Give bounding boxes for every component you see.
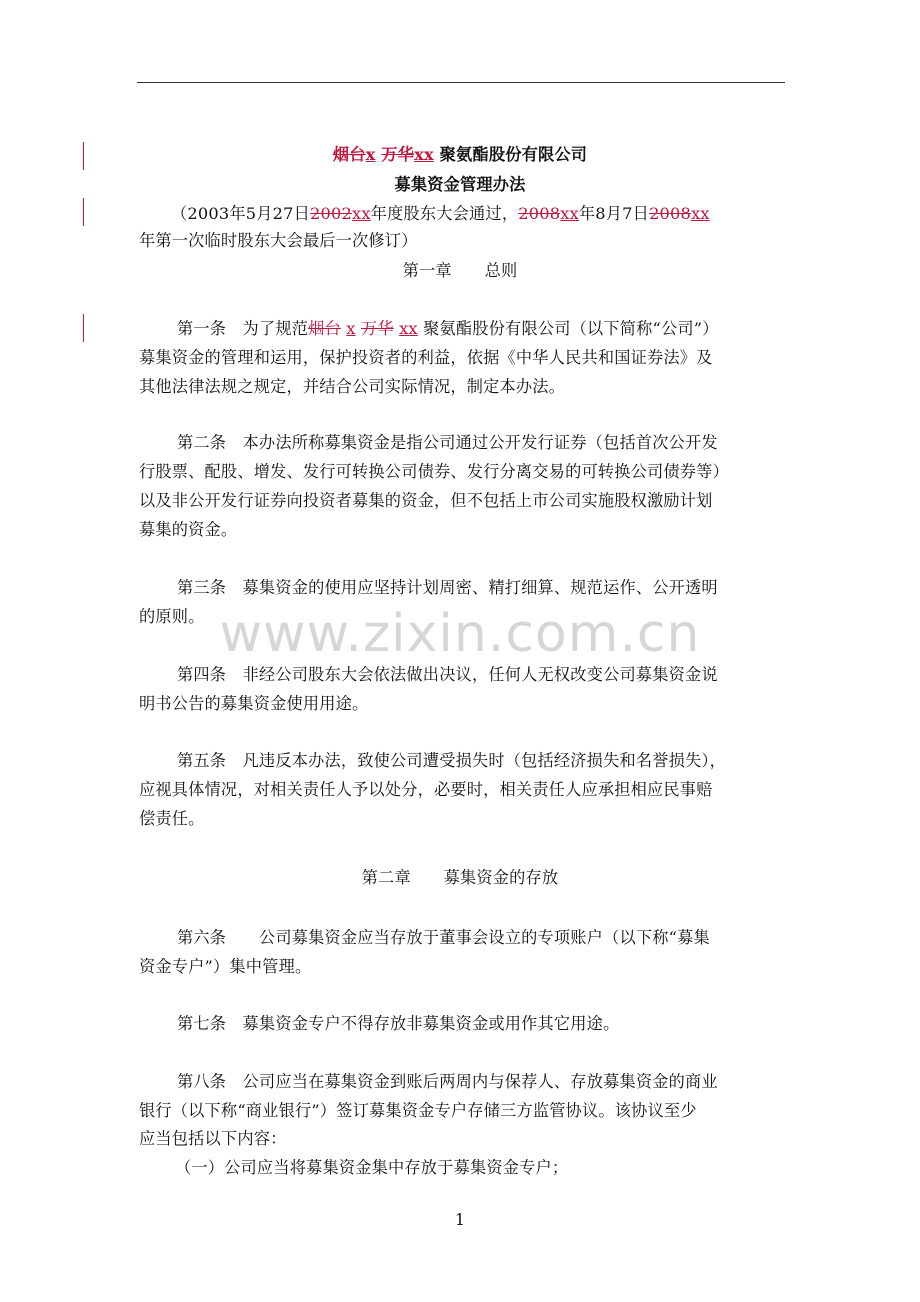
watermark: www.zixin.com.cn [219, 604, 701, 664]
inserted-text: xx [352, 204, 371, 223]
chapter-2-heading: 第二章 募集资金的存放 [361, 868, 559, 887]
deleted-text: 烟台 [332, 145, 366, 164]
article-2-line-3: 以及非公开发行证券向投资者募集的资金，但不包括上市公司实施股权激励计划 [139, 491, 713, 510]
article-8-line-2: 银行（以下称“商业银行”）签订募集资金专户存储三方监管协议。该协议至少 [139, 1101, 697, 1120]
header-rule [137, 82, 785, 83]
inserted-text: xx [414, 145, 434, 164]
revision-text: 年度股东大会通过， [370, 204, 519, 223]
article-1-line-3: 其他法律法规之规定，并结合公司实际情况，制定本办法。 [139, 377, 566, 396]
chapter-1-heading: 第一章 总则 [402, 261, 518, 280]
article-text: 聚氨酯股份有限公司（以下简称“公司”） [423, 319, 719, 338]
change-bar-article-1 [83, 314, 84, 342]
article-4-line-2: 明书公告的募集资金使用用途。 [139, 694, 369, 713]
article-2-line-4: 募集的资金。 [139, 520, 238, 539]
article-5-line-2: 应视具体情况，对相关责任人予以处分，必要时，相关责任人应承担相应民事赔 [139, 780, 713, 799]
change-bar-revision [83, 198, 84, 226]
deleted-text: 2002 [310, 204, 353, 223]
revision-text: 年8月7日 [578, 204, 650, 223]
deleted-text: 烟台 [308, 319, 341, 338]
inserted-text: xx [560, 204, 579, 223]
company-name: 聚氨酯股份有限公司 [439, 145, 588, 164]
inserted-text: x [346, 319, 356, 338]
article-1-line-1 [177, 317, 719, 341]
article-text: 第一条 为了规范 [177, 319, 309, 338]
article-6-line-2: 资金专户”）集中管理。 [139, 957, 312, 976]
page-number: 1 [454, 1210, 466, 1229]
inserted-text: xx [399, 319, 418, 338]
revision-note-line-2: 年第一次临时股东大会最后一次修订） [139, 231, 418, 250]
article-7-line-1: 第七条 募集资金专户不得存放非募集资金或用作其它用途。 [177, 1014, 620, 1033]
article-1-line-2: 募集资金的管理和运用，保护投资者的利益，依据《中华人民共和国证券法》及 [139, 348, 713, 367]
article-5-line-1: 第五条 凡违反本办法，致使公司遭受损失时（包括经济损失和名誉损失）， [177, 751, 727, 770]
article-2-line-2: 行股票、配股、增发、发行可转换公司债券、发行分离交易的可转换公司债券等） [139, 462, 729, 481]
article-8-item-1: （一）公司应当将募集资金集中存放于募集资金专户； [175, 1158, 569, 1177]
inserted-text: xx [691, 204, 710, 223]
article-6-line-1: 第六条 公司募集资金应当存放于董事会设立的专项账户（以下称“募集 [177, 928, 710, 947]
article-2-line-1: 第二条 本办法所称募集资金是指公司通过公开发行证券（包括首次公开发 [177, 433, 718, 452]
deleted-text: 万华 [360, 319, 394, 338]
article-8-line-1: 第八条 公司应当在募集资金到账后两周内与保荐人、存放募集资金的商业 [177, 1072, 718, 1091]
deleted-text: 万华 [381, 145, 415, 164]
deleted-text: 2008 [518, 204, 561, 223]
inserted-text: x [365, 145, 376, 164]
article-4-line-1: 第四条 非经公司股东大会依法做出决议，任何人无权改变公司募集资金说 [177, 665, 718, 684]
article-3-line-2: 的原则。 [139, 607, 205, 626]
article-5-line-3: 偿责任。 [139, 809, 205, 828]
article-8-line-3: 应当包括以下内容： [139, 1129, 287, 1148]
revision-note-line-1 [171, 202, 710, 226]
document-title: 募集资金管理办法 [394, 175, 526, 194]
article-3-line-1: 第三条 募集资金的使用应坚持计划周密、精打细算、规范运作、公开透明 [177, 578, 718, 597]
deleted-text: 2008 [649, 204, 692, 223]
revision-text: （2003年5月27日 [171, 204, 311, 223]
company-title [0, 143, 920, 167]
